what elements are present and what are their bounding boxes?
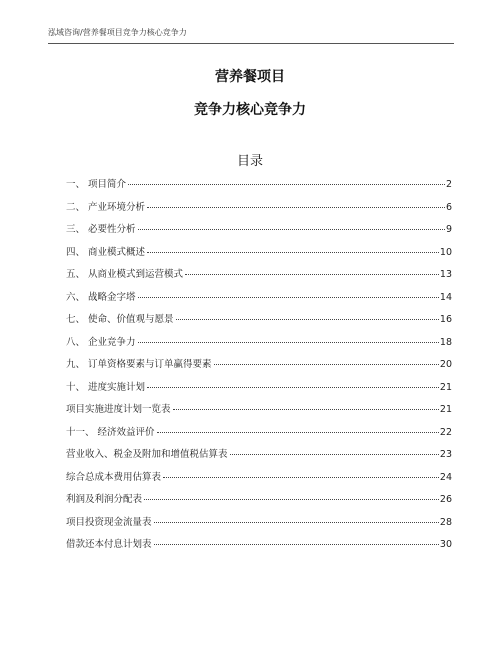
toc-entry[interactable] — [66, 219, 452, 242]
toc-dot-leader — [128, 184, 445, 185]
toc-entry-page-number: 22 — [439, 426, 452, 438]
toc-entry-label: 十、 进度实施计划 — [66, 381, 146, 393]
toc-dot-leader — [147, 207, 445, 208]
toc-entry-page-number: 2 — [445, 179, 452, 190]
toc-dot-leader — [154, 522, 439, 523]
toc-dot-leader — [163, 477, 439, 478]
toc-entry-label: 八、 企业竞争力 — [66, 336, 136, 348]
toc-entry[interactable] — [66, 309, 452, 332]
toc-entry-page-number: 26 — [439, 494, 452, 505]
toc-dot-leader — [173, 409, 439, 410]
toc-entry[interactable] — [66, 489, 452, 512]
toc-entry-page-number: 16 — [439, 314, 452, 325]
toc-entry-label: 项目投资现金流量表 — [66, 516, 152, 528]
toc-entry[interactable] — [66, 287, 452, 310]
toc-dot-leader — [147, 387, 439, 388]
toc-entry-page-number: 10 — [439, 246, 452, 258]
toc-entry[interactable] — [66, 264, 452, 287]
toc-entry-label: 十一、 经济效益评价 — [66, 426, 155, 438]
toc-entry-page-number: 21 — [439, 381, 452, 393]
toc-dot-leader — [157, 432, 439, 433]
toc-entry-label: 七、 使命、价值观与愿景 — [66, 314, 174, 325]
running-header-text: 泓域咨询/营养餐项目竞争力核心竞争力 — [48, 28, 187, 37]
toc-dot-leader — [147, 252, 439, 253]
toc-entry[interactable] — [66, 444, 452, 467]
toc-entry[interactable] — [66, 422, 452, 445]
toc-entry-page-number: 13 — [439, 269, 452, 280]
toc-entry[interactable] — [66, 377, 452, 400]
toc-entry-page-number: 14 — [439, 291, 452, 303]
toc-entry-label: 综合总成本费用估算表 — [66, 471, 162, 483]
toc-entry[interactable] — [66, 174, 452, 197]
toc-entry-label: 五、 从商业模式到运营模式 — [66, 269, 184, 280]
toc-entry-page-number: 28 — [439, 516, 452, 528]
table-of-contents — [66, 174, 452, 557]
toc-entry[interactable] — [66, 354, 452, 377]
toc-entry-page-number: 18 — [439, 336, 452, 348]
toc-dot-leader — [154, 544, 439, 545]
toc-entry[interactable] — [66, 534, 452, 557]
toc-dot-leader — [230, 454, 439, 455]
toc-dot-leader — [138, 297, 439, 298]
toc-entry-page-number: 20 — [439, 359, 452, 370]
toc-entry-label: 六、 战略金字塔 — [66, 291, 136, 303]
running-header — [48, 27, 454, 44]
toc-entry-label: 项目实施进度计划一览表 — [66, 404, 171, 415]
toc-dot-leader — [214, 364, 439, 365]
toc-entry-label: 四、 商业模式概述 — [66, 246, 146, 258]
toc-entry-label: 二、 产业环境分析 — [66, 201, 146, 213]
toc-entry[interactable] — [66, 197, 452, 220]
toc-entry-label: 利润及利润分配表 — [66, 494, 143, 505]
toc-dot-leader — [176, 319, 439, 320]
toc-entry-page-number: 24 — [439, 471, 452, 483]
toc-dot-leader — [138, 229, 445, 230]
toc-entry[interactable] — [66, 332, 452, 355]
toc-entry-label: 一、 项目简介 — [66, 179, 127, 190]
toc-entry[interactable] — [66, 242, 452, 265]
document-subtitle: 竞争力核心竞争力 — [194, 102, 306, 118]
toc-entry-label: 三、 必要性分析 — [66, 224, 136, 235]
toc-dot-leader — [144, 499, 439, 500]
document-title: 营养餐项目 — [215, 69, 285, 85]
toc-entry[interactable] — [66, 467, 452, 490]
toc-entry-page-number: 21 — [439, 404, 452, 415]
toc-entry-label: 营业收入、税金及附加和增值税估算表 — [66, 449, 228, 460]
toc-dot-leader — [138, 342, 439, 343]
toc-entry-page-number: 6 — [445, 201, 452, 213]
toc-entry-label: 借款还本付息计划表 — [66, 539, 152, 550]
toc-entry[interactable] — [66, 512, 452, 535]
toc-entry-page-number: 30 — [439, 539, 452, 550]
toc-entry-label: 九、 订单资格要素与订单赢得要素 — [66, 359, 212, 370]
toc-dot-leader — [185, 274, 439, 275]
toc-heading: 目录 — [236, 154, 263, 169]
toc-entry-page-number: 9 — [445, 224, 452, 235]
toc-entry-page-number: 23 — [439, 449, 452, 460]
toc-entry[interactable] — [66, 399, 452, 422]
